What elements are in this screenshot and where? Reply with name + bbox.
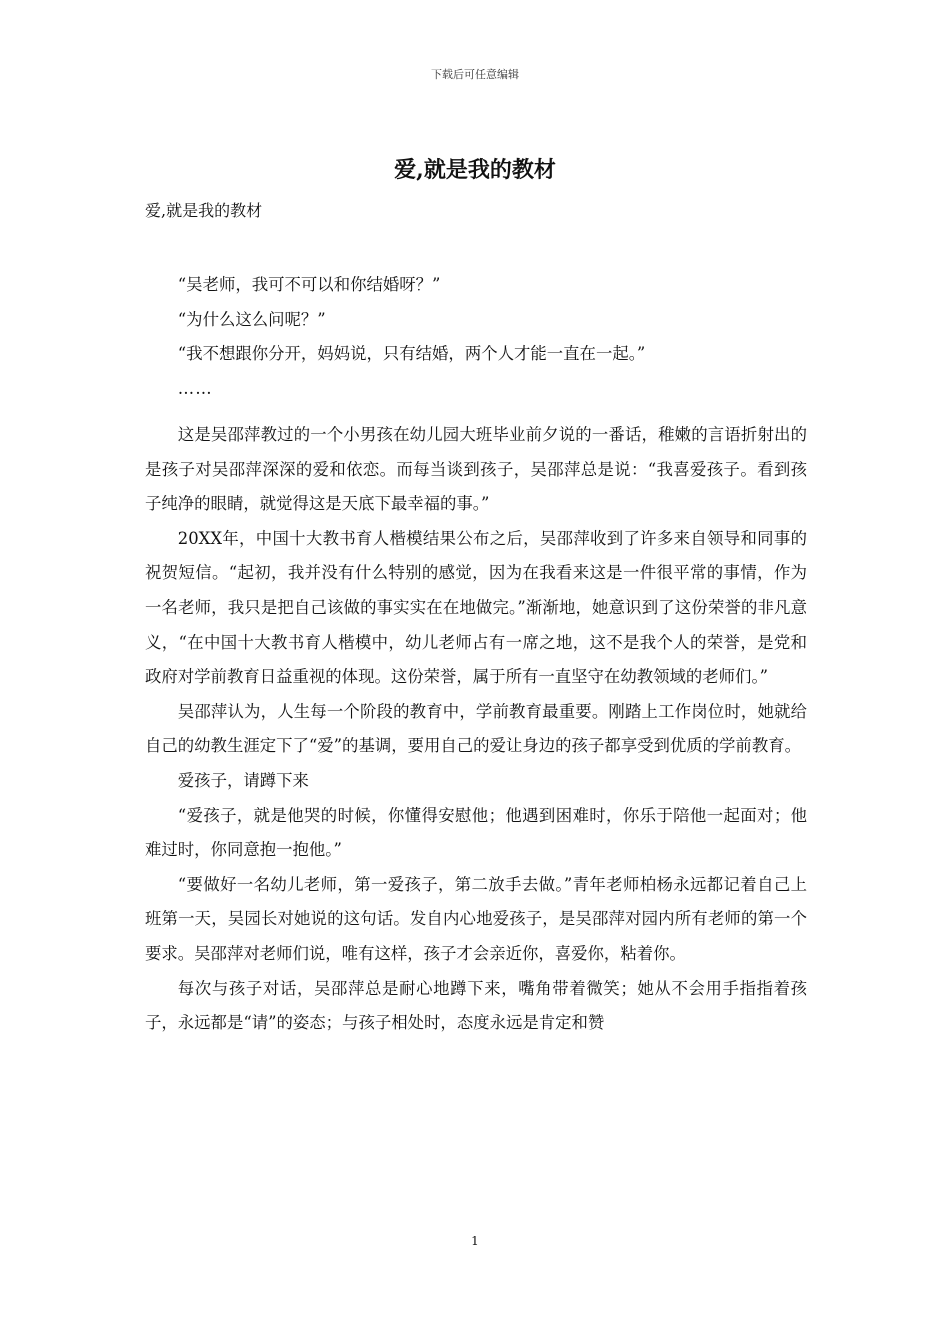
ellipsis-line: …… (177, 378, 213, 398)
page-number: 1 (471, 1234, 479, 1248)
paragraph: 20XX年，中国十大教书育人楷模结果公布之后，吴邵萍收到了许多来自领导和同事的祝贺短信。“起初，我并没有什么特别的感觉，因为在我看来这是一件很平常的事情，作为一名老师，我只是把自己该做的事实实在在地做完。”渐渐地，她意识到了这份荣誉的非凡意义，“在中国十大教书育人楷模中，幼儿老师占有一席之地，这不是我个人的荣誉，是党和政府对学前教育日益重视的体现。这份荣誉，属于所有一直坚守在幼教领域的老师们。” (145, 528, 807, 687)
header-note: 下载后可任意编辑 (431, 68, 519, 81)
paragraph: “爱孩子，就是他哭的时候，你懂得安慰他；他遇到困难时，你乐于陪他一起面对；他难过时，你同意抱一抱他。” (145, 805, 807, 860)
paragraph: 吴邵萍认为，人生每一个阶段的教育中，学前教育最重要。刚踏上工作岗位时，她就给自己的幼教生涯定下了“爱”的基调，要用自己的爱让身边的孩子都享受到优质的学前教育。 (145, 701, 807, 756)
paragraph: 每次与孩子对话，吴邵萍总是耐心地蹲下来，嘴角带着微笑；她从不会用手指指着孩子，永远都是“请”的姿态；与孩子相处时，态度永远是肯定和赞 (145, 978, 807, 1033)
document-title: 爱,就是我的教材 (394, 157, 556, 183)
paragraph: “要做好一名幼儿老师，第一爱孩子，第二放手去做。”青年老师柏杨永远都记着自己上班第一天，吴园长对她说的这句话。发自内心地爱孩子，是吴邵萍对园内所有老师的第一个要求。吴邵萍对老师们说，唯有这样，孩子才会亲近你，喜爱你，粘着你。 (145, 874, 807, 963)
paragraph: “我不想跟你分开，妈妈说，只有结婚，两个人才能一直在一起。” (177, 344, 646, 364)
paragraph: “为什么这么问呢？” (177, 309, 326, 329)
paragraph: 这是吴邵萍教过的一个小男孩在幼儿园大班毕业前夕说的一番话，稚嫩的言语折射出的是孩子对吴邵萍深深的爱和依恋。而每当谈到孩子，吴邵萍总是说：“我喜爱孩子。看到孩子纯净的眼睛，就觉得这是天底下最幸福的事。” (145, 425, 807, 514)
dialogue-block (145, 268, 807, 406)
body-text (145, 418, 807, 1041)
section-heading: 爱孩子，请蹲下来 (177, 770, 309, 790)
paragraph: “吴老师，我可不可以和你结婚呀？” (177, 275, 441, 294)
document-subtitle: 爱,就是我的教材 (145, 201, 263, 220)
